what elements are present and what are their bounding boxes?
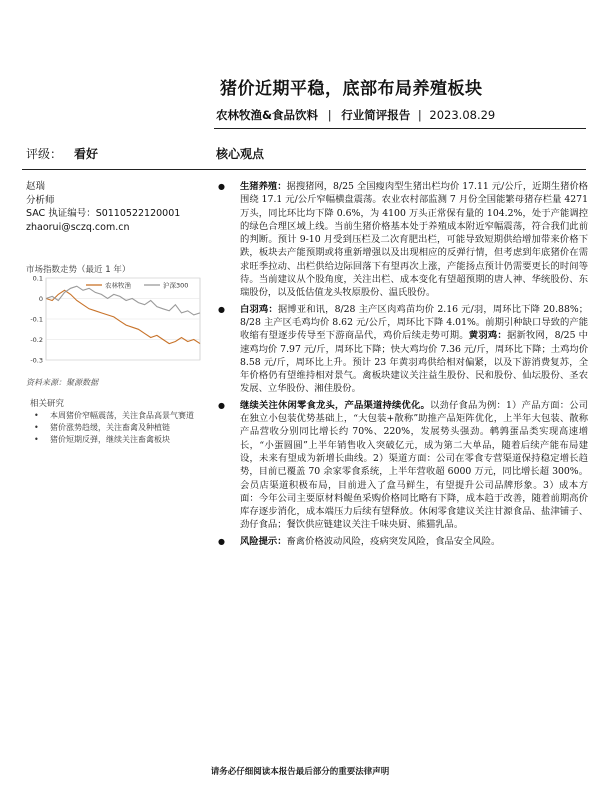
rating-label: 评级：	[26, 147, 63, 161]
point-text: 据博亚和讯，8/28 主产区肉鸡苗均价 2.16 元/羽，周环比下降 20.88%；8/28 主产区毛鸡均价 8.62 元/公斤，周环比下降 4.01%。前期引种缺口导致的产能收缩有望逐步传导至下游商品代，鸡价后续走势可期。	[240, 303, 588, 342]
point-label: 继续关注休闲零食龙头，产品渠道持续优化。	[240, 399, 431, 411]
point-label: 白羽鸡：	[240, 303, 278, 315]
chart-source: 资料来源：聚源数据	[26, 378, 98, 387]
y-tick-label: 0.1	[32, 274, 43, 283]
analyst-name: 赵瑞	[26, 181, 46, 192]
related-heading: 相关研究	[30, 399, 65, 409]
core-point	[214, 303, 588, 396]
market-index-chart	[24, 274, 204, 366]
related-item[interactable]: • 猪价短期反弹，继续关注畜禽板块	[30, 434, 208, 445]
legal-footer: 请务必仔细阅读本报告最后部分的重要法律声明	[210, 767, 390, 777]
header-divider	[214, 128, 586, 129]
y-tick-label: -0.1	[30, 315, 43, 324]
point-text: 畜禽价格波动风险，疫病突发风险，食品安全风险。	[286, 535, 501, 547]
chart-title: 市场指数走势（最近 1 年）	[26, 265, 131, 275]
legend-label: 农林牧渔	[105, 281, 131, 290]
bullet-icon: ●	[218, 536, 225, 546]
y-tick-label: -0.3	[30, 356, 43, 365]
analyst-license: SAC 执证编号：S0110522120001	[26, 208, 181, 219]
section-heading: 核心观点	[216, 147, 265, 161]
rating	[26, 145, 98, 162]
separator: |	[417, 108, 422, 122]
bullet-icon: ●	[218, 304, 225, 314]
section-divider	[22, 169, 586, 170]
point-label: 黄羽鸡：	[468, 330, 507, 342]
related-item[interactable]: • 本周猪价窄幅震荡，关注食品高景气赛道	[30, 410, 208, 421]
analyst-role: 分析师	[26, 194, 55, 206]
y-tick-label: -0.2	[30, 336, 43, 344]
sector-label: 农林牧渔&食品饮料	[216, 108, 319, 122]
analyst-info	[26, 180, 180, 234]
point-text: 据新牧网，8/25 中速鸡均价 7.97 元/斤，周环比下降；快大鸡均价 7.36 元/斤，周环比下降；土鸡均价 8.58 元/斤，周环比上升。预计 23 年黄羽鸡供给相对偏紧，以及下游消费复苏，全年价格仍有望维持相对景气。禽板块建议关注益生股份、民和股份、仙坛股份、圣农发展、立华股份、湘佳股份。	[240, 330, 588, 395]
point-label: 生猪养殖：	[240, 181, 287, 192]
point-text: 以劲仔食品为例：1）产品方面：公司在独立小包装优势基础上，“大包装+散称”助推产品矩阵优化，上半年大包装、散称产品营收分别同比增长约 70%、220%，发展势头强劲。鹌鹑蛋品类实现高速增长，“小蛋圆圆”上半年销售收入突破亿元，成为第二大单品，随着后续产能布局建设，未来有望成为新增长曲线。2）渠道方面：公司在零食专营渠道保持稳定增长趋势，目前已覆盖 70 余家零食系统，上半年营收超 6000 万元，同比增长超 300%。会员店渠道积极布局，目前进入了盒马鲜生，有望提升公司品牌形象。3）成本方面：今年公司主要原材料鳀鱼采购价格同比略有下降，成本趋于改善，随着前期高价库存逐步消化，成本端压力后续有望释放。休闲零食建议关注甘源食品、盐津铺子、劲仔食品；餐饮供应链建议关注千味央厨、熊猫乳品。	[240, 399, 588, 531]
report-title: 猪价近期平稳，底部布局养殖板块	[220, 79, 483, 99]
analyst-email[interactable]: zhaorui@sczq.com.cn	[26, 221, 130, 233]
series-line-1	[46, 286, 200, 315]
related-list	[30, 410, 208, 446]
separator: |	[327, 108, 332, 122]
core-point	[214, 180, 588, 300]
core-points	[214, 180, 588, 551]
rating-value: 看好	[74, 147, 99, 161]
report-type: 行业简评报告	[341, 108, 411, 122]
bullet-icon: ●	[218, 400, 225, 410]
legend-label: 沪深300	[163, 281, 189, 290]
bullet-icon: ●	[218, 182, 225, 191]
point-text: 据搜猪网，8/25 全国瘦肉型生猪出栏均价 17.11 元/公斤，近期生猪价格围绕 17.1 元/公斤窄幅横盘震荡。农业农村部监测 7 月份全国能繁母猪存栏量 4271 万头，同比环比均下降 0.6%，为 4100 万头正常保有量的 104.2%，处于产能调控的绿色合理区域上线。当前生猪价格基本处于养殖成本附近窄幅震荡，符合我们此前的判断。预计 9-10 月受到压栏及二次育肥出栏，可能导致短期供给增加带来价格下跌，板块去产能预期或将重新增强以及出现相应的反弹行情，但考虑到年底猪价在需求旺季拉动、出栏供给边际回落下有望再次上涨，产能扬点预计仍需要更长的时间等待。当前建议从个股角度，关注出栏、成本变化有望超预期的唐人神、华统股份、东瑞股份，以及低估值龙头牧原股份、温氏股份。	[240, 181, 588, 299]
point-label: 风险提示：	[240, 535, 287, 547]
related-item[interactable]: • 猪价涨势趋缓，关注畜禽及种植链	[30, 422, 208, 433]
core-point	[214, 399, 588, 532]
y-tick-label: 0	[38, 295, 43, 303]
report-date: 2023.08.29	[429, 108, 496, 122]
core-point	[214, 535, 588, 548]
report-subline	[216, 107, 495, 123]
